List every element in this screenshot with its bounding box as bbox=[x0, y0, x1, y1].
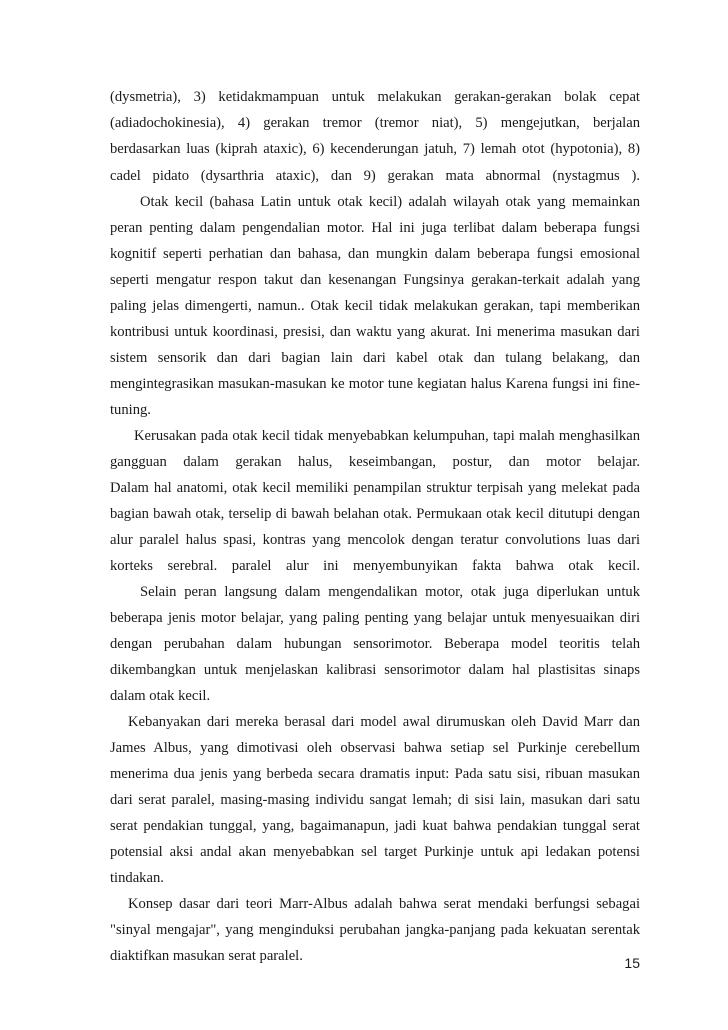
body-text-line: paling jelas dimengerti, namun.. Otak kecil tidak melakukan gerakan, tapi memberikan bbox=[110, 298, 640, 314]
body-text-line: menerima dua jenis yang berbeda secara dramatis input: Pada satu sisi, ribuan masukan bbox=[110, 766, 640, 782]
body-text-line: potensial aksi andal akan menyebabkan sel target Purkinje untuk api ledakan potensi bbox=[110, 844, 640, 860]
paragraph-first-line: Konsep dasar dari teori Marr-Albus adalah bahwa serat mendaki berfungsi sebagai bbox=[128, 896, 640, 912]
body-text-line: mengintegrasikan masukan-masukan ke motor tune kegiatan halus Karena fungsi ini fine- bbox=[110, 376, 640, 392]
body-text-line: tindakan. bbox=[110, 870, 164, 886]
body-text-line: sistem sensorik dan dari bagian lain dari kabel otak dan tulang belakang, dan bbox=[110, 350, 640, 366]
paragraph-first-line: Kebanyakan dari mereka berasal dari model awal dirumuskan oleh David Marr dan bbox=[128, 714, 640, 730]
body-text-line: kognitif seperti perhatian dan bahasa, dan mungkin dalam beberapa fungsi emosional bbox=[110, 246, 640, 262]
body-text-line: diaktifkan masukan serat paralel. bbox=[110, 948, 303, 964]
body-text-line: tuning. bbox=[110, 402, 151, 418]
body-text-line: dari serat paralel, masing-masing individu sangat lemah; di sisi lain, masukan dari satu bbox=[110, 792, 640, 808]
body-text-line: (dysmetria), 3) ketidakmampuan untuk melakukan gerakan-gerakan bolak cepat bbox=[110, 89, 640, 105]
page-number: 15 bbox=[624, 955, 640, 971]
body-text-line: berdasarkan luas (kiprah ataxic), 6) kecenderungan jatuh, 7) lemah otot (hypotonia), 8) bbox=[110, 141, 640, 157]
body-text-line: alur paralel halus spasi, kontras yang mencolok dengan teratur convolutions luas dari bbox=[110, 532, 640, 548]
body-text-line: James Albus, yang dimotivasi oleh observasi bahwa setiap sel Purkinje cerebellum bbox=[110, 740, 640, 756]
body-text-line: Dalam hal anatomi, otak kecil memiliki penampilan struktur terpisah yang melekat pada bbox=[110, 480, 640, 496]
body-text-line: dikembangkan untuk menjelaskan kalibrasi sensorimotor dalam hal plastisitas sinaps bbox=[110, 662, 640, 678]
body-text-line: korteks serebral. paralel alur ini menyembunyikan fakta bahwa otak kecil. bbox=[110, 558, 640, 574]
body-text-line: kontribusi untuk koordinasi, presisi, dan waktu yang akurat. Ini menerima masukan dari bbox=[110, 324, 640, 340]
body-text-line: cadel pidato (dysarthria ataxic), dan 9) gerakan mata abnormal (nystagmus ). bbox=[110, 168, 640, 184]
paragraph-first-line: Kerusakan pada otak kecil tidak menyebabkan kelumpuhan, tapi malah menghasilkan bbox=[134, 428, 640, 444]
body-text-line: "sinyal mengajar", yang menginduksi perubahan jangka-panjang pada kekuatan serentak bbox=[110, 922, 640, 938]
body-text-line: gangguan dalam gerakan halus, keseimbangan, postur, dan motor belajar. bbox=[110, 454, 640, 470]
body-text-line: bagian bawah otak, terselip di bawah belahan otak. Permukaan otak kecil ditutupi dengan bbox=[110, 506, 640, 522]
paragraph-first-line: Selain peran langsung dalam mengendalikan motor, otak juga diperlukan untuk bbox=[140, 584, 640, 600]
body-text-line: (adiadochokinesia), 4) gerakan tremor (tremor niat), 5) mengejutkan, berjalan bbox=[110, 115, 640, 131]
body-text-line: dalam otak kecil. bbox=[110, 688, 211, 704]
body-text-line: serat pendakian tunggal, yang, bagaimanapun, jadi kuat bahwa pendakian tunggal serat bbox=[110, 818, 640, 834]
body-text-line: dengan perubahan dalam hubungan sensorimotor. Beberapa model teoritis telah bbox=[110, 636, 640, 652]
paragraph-first-line: Otak kecil (bahasa Latin untuk otak kecil) adalah wilayah otak yang memainkan bbox=[140, 194, 640, 210]
body-text-line: beberapa jenis motor belajar, yang paling penting yang belajar untuk menyesuaikan diri bbox=[110, 610, 640, 626]
body-text-line: seperti mengatur respon takut dan kesenangan Fungsinya gerakan-terkait adalah yang bbox=[110, 272, 640, 288]
body-text-line: peran penting dalam pengendalian motor. Hal ini juga terlibat dalam beberapa fungsi bbox=[110, 220, 640, 236]
